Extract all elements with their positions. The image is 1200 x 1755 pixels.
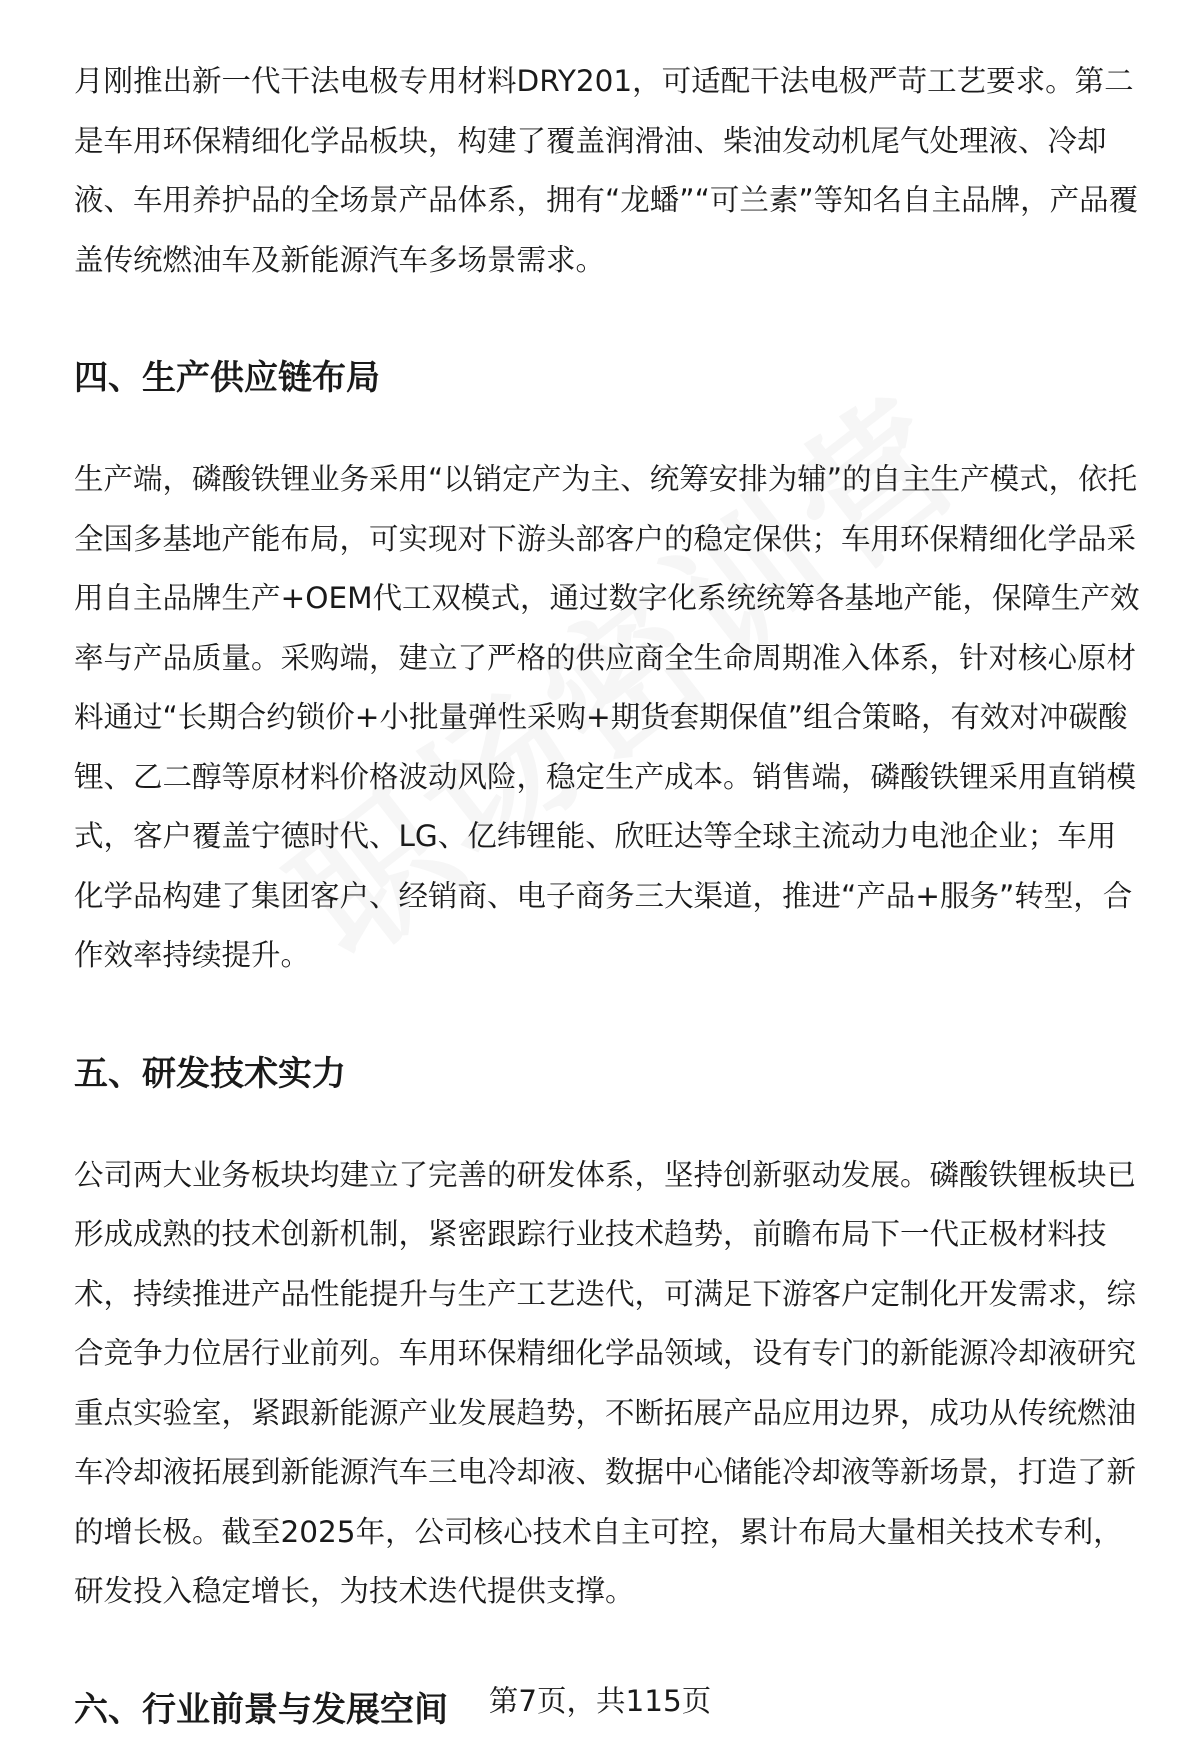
supply-chain-paragraph: 生产端，磷酸铁锂业务采用“以销定产为主、统筹安排为辅”的自主生产模式，依托全国多基地产能布局，可实现对下游头部客户的稳定保供；车用环保精细化学品采用自主品牌生产+OEM代工双模式，通过数字化系统统筹各基地产能，保障生产效率与产品质量。采购端，建立了严格的供应商全生命周期准入体系，针对核心原材料通过“长期合约锁价+小批量弹性采购+期货套期保值”组合策略，有效对冲碳酸锂、乙二醇等原材料价格波动风险，稳定生产成本。销售端，磷酸铁锂采用直销模式，客户覆盖宁德时代、LG、亿纬锂能、欣旺达等全球主流动力电池企业；车用化学品构建了集团客户、经销商、电子商务三大渠道，推进“产品+服务”转型，合作效率持续提升。 — [74, 462, 1140, 972]
document-body — [74, 52, 1144, 1740]
page-footer: 第7页，共115页 — [488, 1684, 712, 1718]
section-heading-rnd: 五、研发技术实力 — [74, 1053, 346, 1094]
intro-continuation-paragraph: 月刚推出新一代干法电极专用材料DRY201，可适配干法电极严苛工艺要求。第二是车用环保精细化学品板块，构建了覆盖润滑油、柴油发动机尾气处理液、冷却液、车用养护品的全场景产品体系，拥有“龙蟠”“可兰素”等知名自主品牌，产品覆盖传统燃油车及新能源汽车多场景需求。 — [74, 64, 1139, 277]
rnd-paragraph: 公司两大业务板块均建立了完善的研发体系，坚持创新驱动发展。磷酸铁锂板块已形成成熟的技术创新机制，紧密跟踪行业技术趋势，前瞻布局下一代正极材料技术，持续推进产品性能提升与生产工艺迭代，可满足下游客户定制化开发需求，综合竞争力位居行业前列。车用环保精细化学品领域，设有专门的新能源冷却液研究重点实验室，紧跟新能源产业发展趋势，不断拓展产品应用边界，成功从传统燃油车冷却液拓展到新能源汽车三电冷却液、数据中心储能冷却液等新场景，打造了新的增长极。截至2025年，公司核心技术自主可控，累计布局大量相关技术专利，研发投入稳定增长，为技术迭代提供支撑。 — [74, 1157, 1137, 1608]
section-heading-industry-outlook: 六、行业前景与发展空间 — [74, 1689, 448, 1730]
section-heading-supply-chain: 四、生产供应链布局 — [74, 358, 380, 398]
